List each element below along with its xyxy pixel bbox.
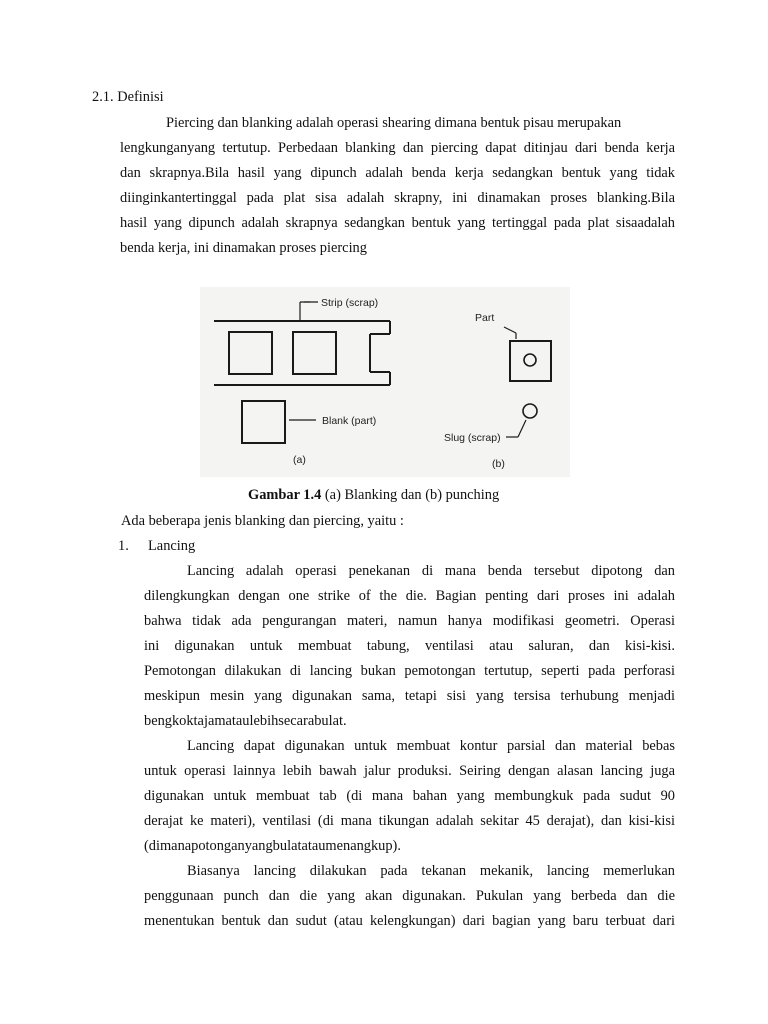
paragraph-line: Lancing dapat digunakan untuk membuat kontur parsial dan material bebas (187, 738, 675, 754)
caption-label: Gambar 1.4 (248, 487, 322, 503)
paragraph-line: Pemotongan dilakukan di lancing bukan pemotongan tertutup, seperti pada perforasi (144, 663, 675, 679)
paragraph-line: hasil yang dipunch adalah skrapnya sedangkan bentuk yang tertinggal pada plat sisaadalah (120, 215, 675, 231)
label-part: Part (475, 312, 495, 324)
paragraph-line: dilengkungkan dengan one strike of the die. Bagian penting dari proses ini adalah (144, 588, 675, 604)
paragraph-line: derajat ke materi), ventilasi (di mana tikungan adalah sekitar 45 derajat), dan kisi-kisi (144, 813, 675, 829)
paragraph-line: (dimanapotonganyangbulatataumenangkup). (144, 838, 401, 854)
list-item-heading (118, 537, 195, 555)
paragraph-line: dan skrapnya.Bila hasil yang dipunch adalah benda kerja sedangkan bentuk yang tidak (120, 165, 675, 181)
paragraph-line: digunakan untuk membuat tab (di mana bahan yang membungkuk pada sudut 90 (144, 788, 675, 804)
label-strip: Strip (scrap) (321, 297, 379, 309)
label-a: (a) (293, 454, 306, 466)
section-heading (92, 88, 164, 106)
figure-diagram (200, 287, 570, 477)
paragraph-line: diinginkantertinggal pada plat sisa adalah skrapny, ini dinamakan proses blanking.Bila (120, 190, 675, 206)
label-blank: Blank (part) (322, 415, 377, 427)
figure-caption (248, 486, 499, 504)
paragraph-line: Piercing dan blanking adalah operasi shearing dimana bentuk pisau merupakan (166, 115, 622, 131)
list-number: 1. (118, 538, 129, 554)
paragraph-line: Biasanya lancing dilakukan pada tekanan mekanik, lancing memerlukan (187, 863, 675, 879)
paragraph-line: untuk operasi lainnya lebih bawah jalur produksi. Seiring dengan alasan lancing juga (144, 763, 675, 779)
figure-blanking-punching (200, 287, 570, 477)
paragraph-line: meskipun mesin yang digunakan sama, tetapi sisi yang tersisa terhubung menjadi (144, 688, 675, 704)
section-title: Definisi (117, 89, 164, 105)
paragraph-line: Lancing adalah operasi penekanan di mana benda tersebut dipotong dan (187, 563, 675, 579)
paragraph-line: lengkunganyang tertutup. Perbedaan blanking dan piercing dapat ditinjau dari benda kerja (120, 140, 675, 156)
paragraph-line: ini digunakan untuk membuat tabung, ventilasi atau saluran, dan kisi-kisi. (144, 638, 675, 654)
intro-line: Ada beberapa jenis blanking dan piercing, yaitu : (121, 513, 404, 529)
paragraph-line: bahwa tidak ada pengurangan materi, namun hanya modifikasi geometri. Operasi (144, 613, 675, 629)
section-number: 2.1. (92, 89, 114, 105)
paragraph-line: bengkoktajamataulebihsecarabulat. (144, 713, 347, 729)
paragraph-line: benda kerja, ini dinamakan proses piercing (120, 240, 367, 256)
paragraph-line: penggunaan punch dan die yang akan digunakan. Pukulan yang berbeda dan die (144, 888, 675, 904)
list-title: Lancing (148, 538, 196, 554)
label-b: (b) (492, 458, 505, 470)
paragraph-line: menentukan bentuk dan sudut (atau kelengkungan) dari bagian yang baru terbuat dari (144, 913, 675, 929)
label-slug: Slug (scrap) (444, 432, 501, 444)
caption-text: (a) Blanking dan (b) punching (321, 487, 500, 503)
